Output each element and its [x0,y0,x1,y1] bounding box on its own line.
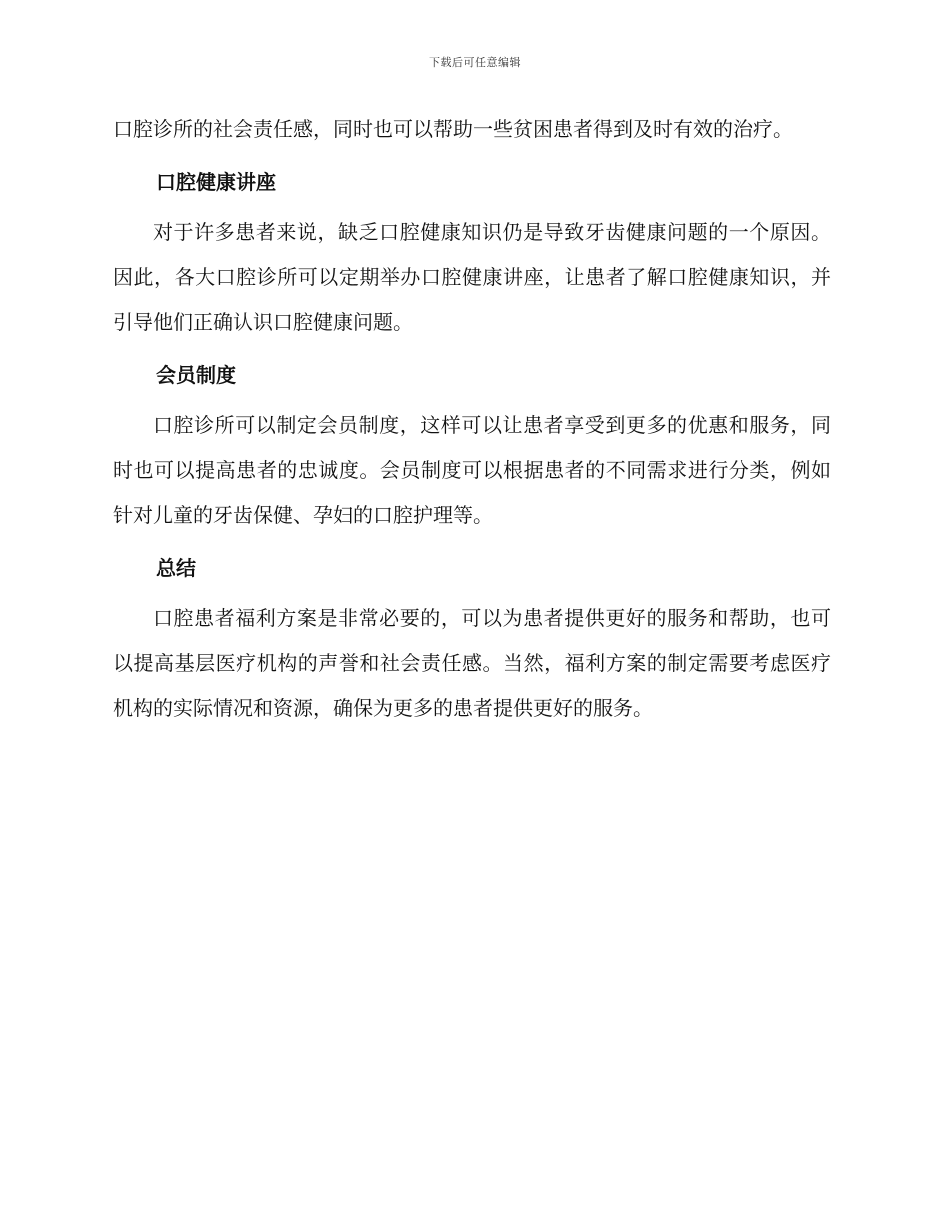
section-summary [113,549,831,731]
section-heading: 口腔健康讲座 [156,170,276,194]
intro-paragraph: 口腔诊所的社会责任感，同时也可以帮助一些贫困患者得到及时有效的治疗。 [113,117,793,141]
section-paragraph: 口腔诊所可以制定会员制度，这样可以让患者享受到更多的优惠和服务，同时也可以提高患者的忠诚度。会员制度可以根据患者的不同需求进行分类，例如针对儿童的牙齿保健、孕妇的口腔护理等。 [113,413,831,527]
section-paragraph: 口腔患者福利方案是非常必要的，可以为患者提供更好的服务和帮助，也可以提高基层医疗机构的声誉和社会责任感。当然，福利方案的制定需要考虑医疗机构的实际情况和资源，确保为更多的患者提供更好的服务。 [113,606,831,720]
page-header-note: 下载后可任意编辑 [429,56,521,69]
section-heading: 总结 [156,556,196,580]
section-membership [113,356,831,538]
section-health-lecture [113,163,831,345]
section-paragraph: 对于许多患者来说，缺乏口腔健康知识仍是导致牙齿健康问题的一个原因。因此，各大口腔诊所可以定期举办口腔健康讲座，让患者了解口腔健康知识，并引导他们正确认识口腔健康问题。 [113,220,831,334]
section-heading: 会员制度 [156,363,236,387]
document-body [113,107,831,731]
